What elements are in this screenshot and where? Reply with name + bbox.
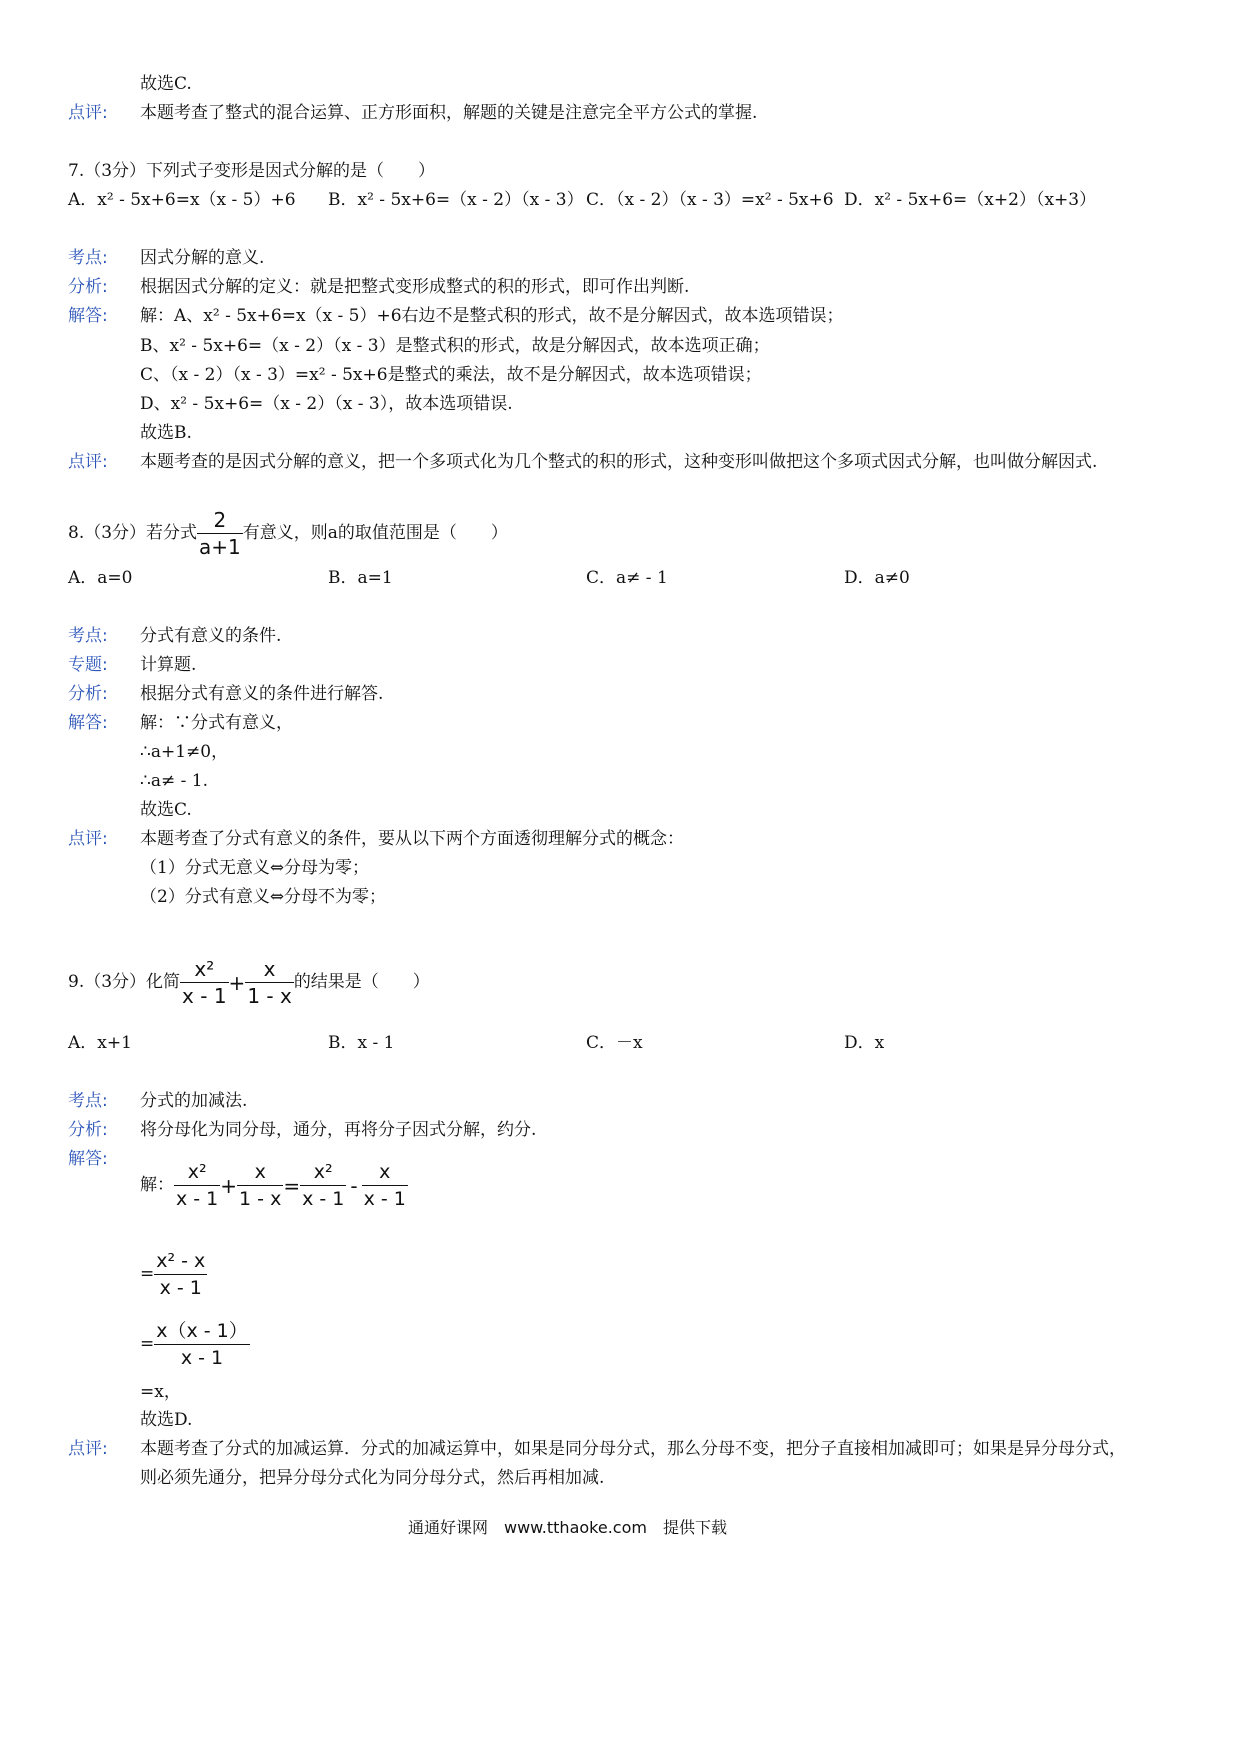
q8-fenxi-label: 分析: <box>68 684 108 704</box>
q8-jieda-label: 解答: <box>68 713 108 733</box>
q7-jieda-label: 解答: <box>68 306 108 326</box>
q7-fenxi: 根据因式分解的定义：就是把整式变形成整式的积的形式，即可作出判断. <box>140 277 690 297</box>
q7-stem: 7.（3分）下列式子变形是因式分解的是（ ） <box>68 161 436 181</box>
q9-step1-fraction-4 <box>362 1159 408 1212</box>
q8-zhuanti: 计算题. <box>140 655 197 675</box>
q9-kaodian-label: 考点: <box>68 1091 108 1111</box>
q9-jie-prefix: 解： <box>140 1175 174 1195</box>
q9-solution-step-3 <box>140 1314 250 1374</box>
q8-comment: 本题考查了分式有意义的条件，要从以下两个方面透彻理解分式的概念： <box>140 829 684 849</box>
q9-step1-fraction-3-numerator: x² <box>313 1161 333 1183</box>
q9-solution-step-1 <box>140 1155 408 1216</box>
q9-step1-fraction-1-numerator: x² <box>187 1161 207 1183</box>
q7-jieda-line-3: C、（x - 2）（x - 3）=x² - 5x+6是整式的乘法，故不是分解因式，故本选项错误； <box>140 365 762 385</box>
q7-fenxi-label: 分析: <box>68 277 108 297</box>
q8-comment-label: 点评: <box>68 829 108 849</box>
q9-step1-fraction-2 <box>237 1159 283 1212</box>
q8-stem-post: 有意义，则a的取值范围是（ ） <box>242 523 508 543</box>
q7-option-a: A．x² - 5x+6=x（x - 5）+6 <box>68 190 296 210</box>
q9-step1-fraction-3-denominator: x - 1 <box>300 1185 346 1212</box>
q9-fraction-2-numerator: x <box>263 957 276 981</box>
q9-stem-post: 的结果是（ ） <box>293 972 430 992</box>
q8-fraction <box>197 507 243 560</box>
q8-jieda-line-2: ∴a+1≠0， <box>140 742 229 762</box>
q9-option-c: C．－x <box>586 1033 643 1053</box>
q9-step1-fraction-4-numerator: x <box>379 1161 391 1183</box>
q9-jieda-label: 解答: <box>68 1149 108 1169</box>
q9-comment-line-2: 则必须先通分，把异分母分式化为同分母分式，然后再相加减. <box>140 1468 605 1488</box>
q9-step1-fraction-1-denominator: x - 1 <box>174 1185 220 1212</box>
q8-choose: 故选C. <box>140 800 192 820</box>
q9-stem-pre: 9.（3分）化简 <box>68 972 181 992</box>
q9-plus-sign: + <box>228 970 246 995</box>
q9-step3-equals: = <box>140 1334 155 1354</box>
q9-solution-step-2 <box>140 1244 207 1304</box>
q9-comment-line-1: 本题考查了分式的加减运算．分式的加减运算中，如果是同分母分式，那么分母不变，把分子直接相加减即可；如果是异分母分式， <box>140 1439 1126 1459</box>
q9-step3-numerator: x（x - 1） <box>156 1320 248 1342</box>
q7-comment-label: 点评: <box>68 452 108 472</box>
q7-jieda-line-2: B、x² - 5x+6=（x - 2）（x - 3）是整式积的形式，故是分解因式，故本选项正确； <box>140 336 770 356</box>
q7-jieda-line-4: D、x² - 5x+6=（x - 2）（x - 3），故本选项错误. <box>140 394 513 414</box>
q7-choose: 故选B. <box>140 423 192 443</box>
q7-option-b: B．x² - 5x+6=（x - 2）（x - 3） <box>328 190 584 210</box>
q8-option-a: A．a=0 <box>68 568 133 588</box>
q8-option-c: C．a≠ - 1 <box>586 568 668 588</box>
q8-option-b: B．a=1 <box>328 568 393 588</box>
q7-option-d: D．x² - 5x+6=（x+2）（x+3） <box>844 190 1097 210</box>
q9-step2-fraction <box>154 1248 207 1301</box>
q9-step2-numerator: x² - x <box>156 1250 206 1272</box>
q8-stem <box>68 506 508 560</box>
q7-jieda-line-1: 解：A、x² - 5x+6=x（x - 5）+6右边不是整式积的形式，故不是分解因式，故本选项错误； <box>140 306 844 326</box>
q8-fraction-numerator: 2 <box>213 508 227 532</box>
q9-stem <box>68 952 430 1013</box>
q9-solution-step-4: =x， <box>140 1382 181 1402</box>
q8-comment-item-2: （2）分式有意义⇔分母不为零； <box>140 887 387 907</box>
q8-jieda-line-3: ∴a≠ - 1. <box>140 771 208 791</box>
q9-comment-label: 点评: <box>68 1439 108 1459</box>
q8-kaodian: 分式有意义的条件. <box>140 626 282 646</box>
q8-zhuanti-label: 专题: <box>68 655 108 675</box>
q9-step1-fraction-2-denominator: 1 - x <box>237 1185 283 1212</box>
q9-fenxi: 将分母化为同分母，通分，再将分子因式分解，约分. <box>140 1120 537 1140</box>
q9-option-a: A．x+1 <box>68 1033 132 1053</box>
q9-step1-plus: + <box>220 1173 238 1198</box>
q9-fenxi-label: 分析: <box>68 1120 108 1140</box>
q9-choose: 故选D. <box>140 1410 193 1430</box>
q8-comment-item-1: （1）分式无意义⇔分母为零； <box>140 858 370 878</box>
page-footer: 通通好课网 www.tthaoke.com 提供下载 <box>408 1518 727 1537</box>
q9-fraction-1 <box>180 956 229 1009</box>
q8-jieda-line-1: 解：∵分式有意义， <box>140 713 293 733</box>
q9-step1-equals: = <box>283 1173 301 1198</box>
q8-stem-pre: 8.（3分）若分式 <box>68 523 198 543</box>
q9-fraction-1-numerator: x² <box>194 957 215 981</box>
q8-kaodian-label: 考点: <box>68 626 108 646</box>
q9-step3-denominator: x - 1 <box>154 1344 250 1371</box>
q9-step2-equals: = <box>140 1264 155 1284</box>
q9-fraction-1-denominator: x - 1 <box>182 984 227 1008</box>
q9-fraction-2-denominator: 1 - x <box>247 984 292 1008</box>
q9-step3-fraction <box>154 1318 250 1371</box>
q9-option-b: B．x - 1 <box>328 1033 395 1053</box>
q9-step2-denominator: x - 1 <box>154 1274 207 1301</box>
q8-fraction-denominator: a+1 <box>199 535 241 559</box>
q8-option-d: D．a≠0 <box>844 568 910 588</box>
q9-step1-fraction-4-denominator: x - 1 <box>362 1185 408 1212</box>
q6-comment: 本题考查了整式的混合运算、正方形面积，解题的关键是注意完全平方公式的掌握. <box>140 103 758 123</box>
q7-kaodian: 因式分解的意义. <box>140 248 265 268</box>
q9-option-d: D．x <box>844 1033 885 1053</box>
q9-step1-fraction-2-numerator: x <box>254 1161 266 1183</box>
q6-comment-label: 点评: <box>68 103 108 123</box>
q9-step1-fraction-1 <box>174 1159 220 1212</box>
q6-choose: 故选C. <box>140 74 192 94</box>
q7-kaodian-label: 考点: <box>68 248 108 268</box>
q9-fraction-2 <box>245 956 294 1009</box>
q8-fenxi: 根据分式有意义的条件进行解答. <box>140 684 384 704</box>
q9-step1-minus: - <box>350 1173 358 1198</box>
q7-comment: 本题考查的是因式分解的意义，把一个多项式化为几个整式的积的形式，这种变形叫做把这个多项式因式分解，也叫做分解因式. <box>140 452 1098 472</box>
q9-kaodian: 分式的加减法. <box>140 1091 248 1111</box>
q7-option-c: C．（x - 2）（x - 3）=x² - 5x+6 <box>586 190 834 210</box>
q9-step1-fraction-3 <box>300 1159 346 1212</box>
